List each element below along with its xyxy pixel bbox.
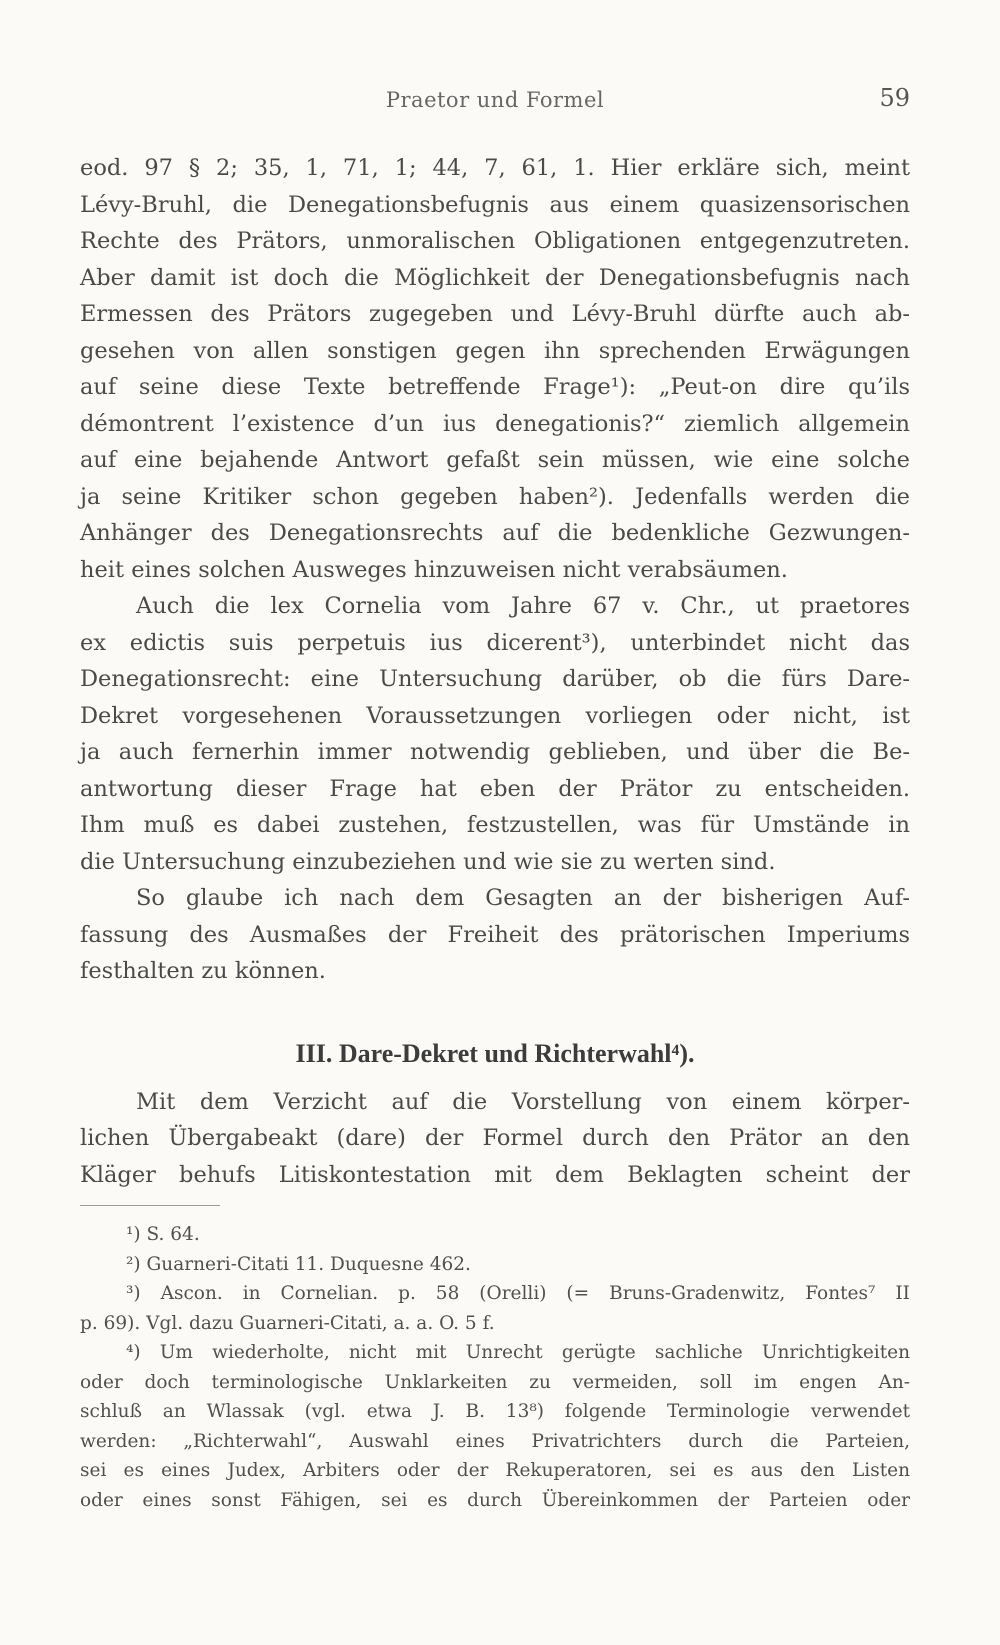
footnote-divider [80,1205,220,1206]
section-heading: III. Dare-Dekret und Richterwahl⁴). [295,1038,695,1068]
text-line: heit eines solchen Ausweges hinzuweisen nicht verabsäumen. [80,556,788,583]
text-line: Lévy-Bruhl, die Denegationsbefugnis aus einem quasizensorischen [80,191,910,218]
footnote-3-cont: p. 69). Vgl. dazu Guarneri-Citati, a. a. O. 5 f. [80,1312,495,1334]
footnote-4-cont: oder eines sonst Fähigen, sei es durch Übereinkommen der Parteien oder [80,1489,910,1511]
text-line: Mit dem Verzicht auf die Vorstellung von einem körper- [136,1088,910,1115]
footnote-4-cont: schluß an Wlassak (vgl. etwa J. B. 13⁸) folgende Terminologie verwendet [80,1401,910,1422]
text-line: Rechte des Prätors, unmoralischen Obligationen entgegenzutreten. [80,228,910,254]
text-line: Dekret vorgesehenen Voraussetzungen vorliegen oder nicht, ist [80,702,910,729]
text-line: démontrent l’existence d’un ius denegationis?“ ziemlich allgemein [80,410,910,437]
footnote-1: ¹) S. 64. [126,1224,200,1245]
text-line: antwortung dieser Frage hat eben der Prätor zu entscheiden. [80,775,910,802]
page-number: 59 [879,84,910,112]
text-line: So glaube ich nach dem Gesagten an der bisherigen Auf- [136,885,910,911]
text-line: Anhänger des Denegationsrechts auf die bedenkliche Gezwungen- [80,520,910,546]
text-line: Ihm muß es dabei zustehen, festzustellen, was für Umstände in [80,812,910,838]
footnotes [80,1220,910,1515]
paragraph-2 [80,588,910,880]
text-line: Auch die lex Cornelia vom Jahre 67 v. Chr., ut praetores [136,593,910,619]
text-line: eod. 97 § 2; 35, 1, 71, 1; 44, 7, 61, 1. Hier erkläre sich, meint [80,155,910,181]
text-line: lichen Übergabeakt (dare) der Formel durch den Prätor an den [80,1125,910,1151]
text-line: Aber damit ist doch die Möglichkeit der Denegationsbefugnis nach [80,264,910,291]
text-line: ja auch fernerhin immer notwendig geblieben, und über die Be- [80,739,910,765]
section-spacer [80,990,910,1024]
text-line: auf eine bejahende Antwort gefaßt sein müssen, wie eine solche [80,447,910,473]
footnote-4-cont: sei es eines Judex, Arbiters oder der Rekuperatoren, sei es aus den Listen [80,1460,910,1481]
footnote-2: ²) Guarneri-Citati 11. Duquesne 462. [126,1253,471,1275]
text-line: festhalten zu können. [80,958,326,984]
paragraph-4 [80,1084,910,1194]
footnote-4-cont: werden: „Richterwahl“, Auswahl eines Privatrichters durch die Parteien, [80,1430,910,1452]
paragraph-3 [80,880,910,990]
running-title: Praetor und Formel [385,88,605,112]
text-line: ex edictis suis perpetuis ius dicerent³), unterbindet nicht das [80,629,910,656]
text-line: Ermessen des Prätors zugegeben und Lévy-Bruhl dürfte auch ab- [80,301,910,327]
text-line: gesehen von allen sonstigen gegen ihn sprechenden Erwägungen [80,337,910,364]
footnote-4-cont: oder doch terminologische Unklarkeiten zu vermeiden, soll im engen An- [80,1371,910,1393]
text-line: auf seine diese Texte betreffende Frage¹): „Peut-on dire qu’ils [80,374,910,400]
text-line: Denegationsrecht: eine Untersuchung darüber, ob die fürs Dare- [80,666,910,692]
text-line: fassung des Ausmaßes der Freiheit des prätorischen Imperiums [80,921,910,948]
page-header [80,84,910,118]
paragraph-1 [80,150,910,588]
text-line: die Untersuchung einzubeziehen und wie sie zu werten sind. [80,848,776,875]
main-text [80,150,910,1515]
footnote-3: ³) Ascon. in Cornelian. p. 58 (Orelli) (= Bruns-Gradenwitz, Fontes⁷ II [126,1283,910,1304]
text-line: Kläger behufs Litiskontestation mit dem Beklagten scheint der [80,1161,910,1188]
footnote-4: ⁴) Um wiederholte, nicht mit Unrecht gerügte sachliche Unrichtigkeiten [126,1342,910,1363]
text-line: ja seine Kritiker schon gegeben haben²). Jedenfalls werden die [80,483,910,510]
